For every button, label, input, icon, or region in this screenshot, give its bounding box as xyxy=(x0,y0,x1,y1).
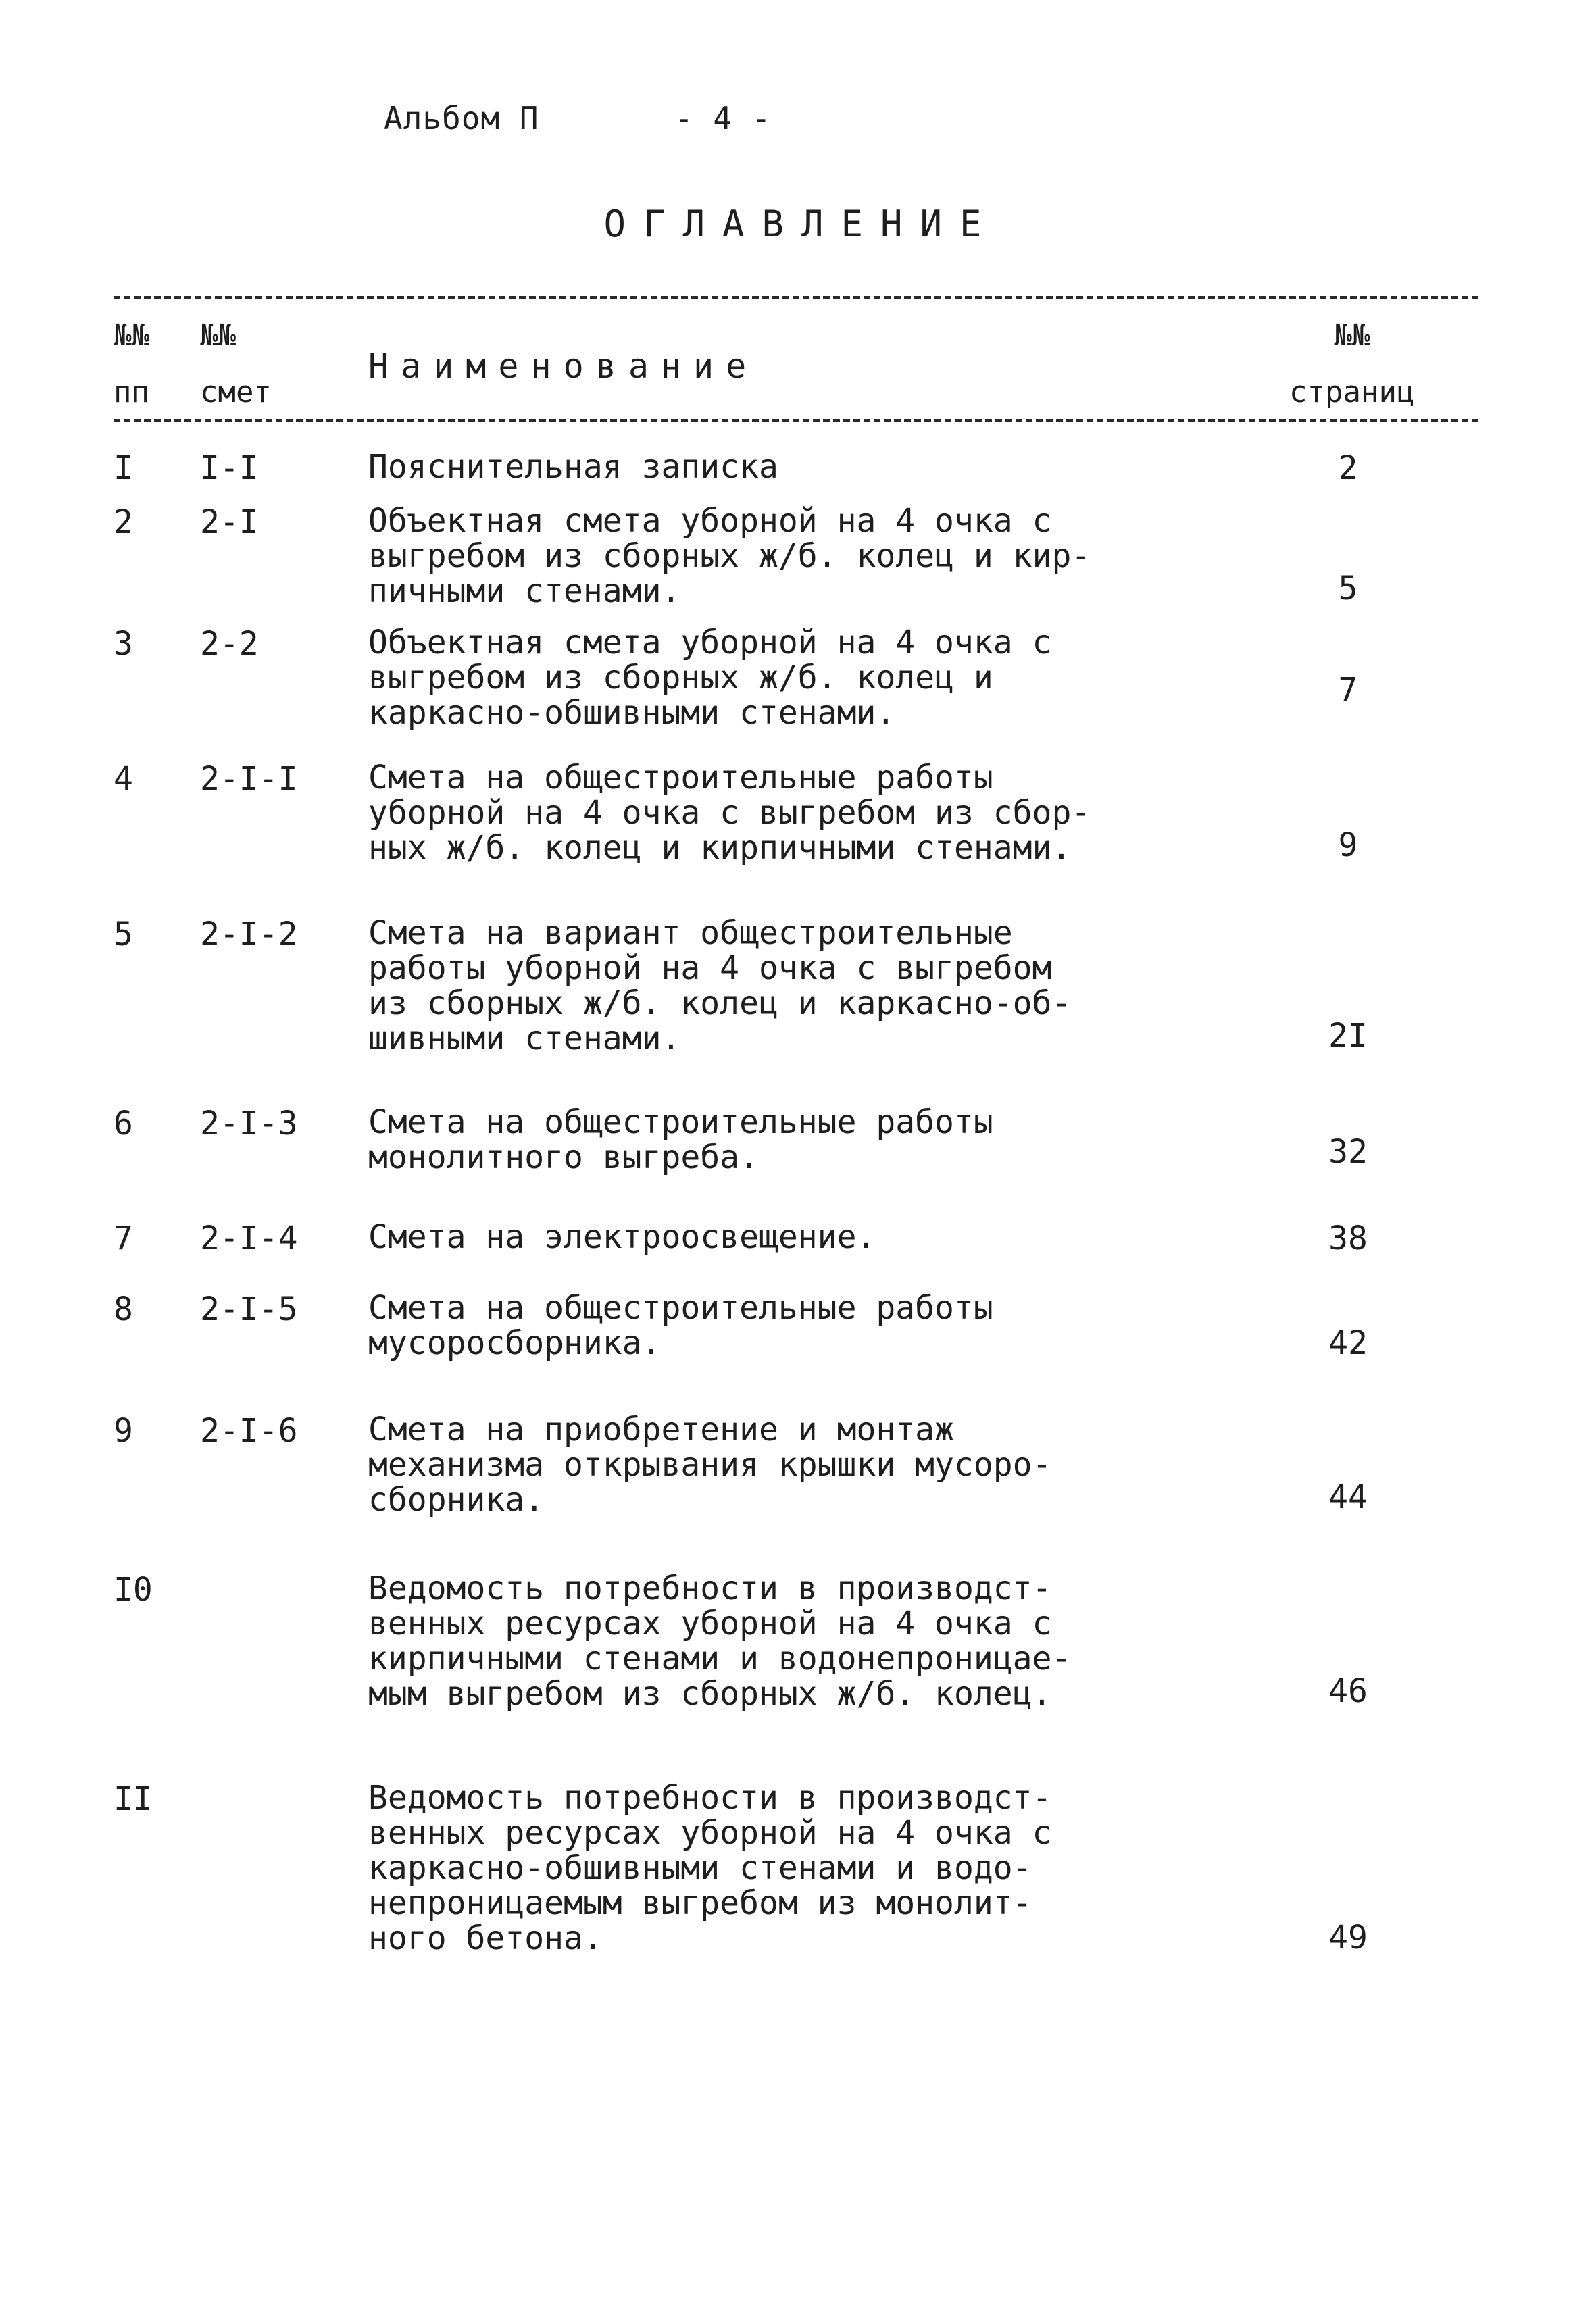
row-name-line: Смета на электроосвещение. xyxy=(368,1218,876,1256)
row-number: 6 xyxy=(114,1105,133,1142)
row-number: I xyxy=(114,449,133,487)
row-name-line: уборной на 4 очка с выгребом из сбор- xyxy=(368,794,1091,832)
row-number: 2 xyxy=(114,503,133,541)
row-name-line: шивными стенами. xyxy=(368,1020,681,1057)
row-name-line: Ведомость потребности в производст- xyxy=(368,1779,1052,1817)
row-number: 9 xyxy=(114,1412,133,1450)
row-name-line: выгребом из сборных ж/б. колец и кир- xyxy=(368,537,1091,575)
row-estimate-code: 2-I xyxy=(200,503,259,541)
column-header-name: Наименование xyxy=(368,347,759,386)
row-name xyxy=(368,449,1193,484)
row-name-line: из сборных ж/б. колец и каркасно-об- xyxy=(368,984,1072,1022)
row-name-line: монолитного выгреба. xyxy=(368,1138,759,1176)
row-name-line: Смета на вариант общестроительные xyxy=(368,914,1013,952)
column-header-page-line2: страниц xyxy=(1289,375,1415,409)
row-page: 38 xyxy=(1328,1219,1368,1257)
row-name xyxy=(368,1290,1193,1361)
row-number: 7 xyxy=(114,1219,133,1257)
row-page: 32 xyxy=(1328,1133,1368,1171)
row-name-line: венных ресурсах уборной на 4 очка с xyxy=(368,1605,1052,1642)
row-page: 42 xyxy=(1328,1324,1368,1362)
row-number: 5 xyxy=(114,915,133,953)
row-name-line: работы уборной на 4 очка с выгребом xyxy=(368,949,1052,987)
page-title: ОГЛАВЛЕНИЕ xyxy=(603,203,999,245)
column-header-number-line1: №№ xyxy=(114,318,149,353)
row-estimate-code: 2-I-3 xyxy=(200,1105,298,1142)
row-estimate-code: 2-I-5 xyxy=(200,1290,298,1328)
row-estimate-code: 2-I-2 xyxy=(200,915,298,953)
column-header-page-line1: №№ xyxy=(1334,318,1370,353)
row-page: 2I xyxy=(1328,1017,1368,1055)
album-label: Альбом П xyxy=(384,100,539,136)
row-name-line: Смета на общестроительные работы xyxy=(368,1289,993,1327)
row-name-line: ного бетона. xyxy=(368,1919,603,1957)
row-name-line: сборника. xyxy=(368,1481,545,1519)
row-name xyxy=(368,1219,1193,1255)
row-name-line: Пояснительная записка xyxy=(368,448,778,486)
row-page: 49 xyxy=(1328,1919,1368,1957)
row-name-line: венных ресурсах уборной на 4 очка с xyxy=(368,1814,1052,1852)
column-header-estimate xyxy=(200,307,272,421)
row-number: I0 xyxy=(114,1571,153,1609)
row-name xyxy=(368,1571,1193,1711)
row-name-line: Смета на приобретение и монтаж xyxy=(368,1411,954,1449)
table-header-rule xyxy=(114,419,1478,422)
row-name xyxy=(368,1780,1193,1956)
row-name-line: Ведомость потребности в производст- xyxy=(368,1569,1052,1607)
row-name-line: пичными стенами. xyxy=(368,572,681,610)
row-name-line: ных ж/б. колец и кирпичными стенами. xyxy=(368,829,1072,867)
row-name-line: Объектная смета уборной на 4 очка с xyxy=(368,502,1052,540)
row-name-line: мусоросборника. xyxy=(368,1324,662,1362)
row-estimate-code: 2-I-6 xyxy=(200,1412,298,1450)
row-number: 8 xyxy=(114,1290,133,1328)
row-name xyxy=(368,760,1193,865)
column-header-page xyxy=(1289,307,1414,421)
row-name-line: выгребом из сборных ж/б. колец и xyxy=(368,659,993,697)
row-page: 7 xyxy=(1338,671,1358,709)
row-name xyxy=(368,1105,1193,1175)
row-estimate-code: 2-I-4 xyxy=(200,1219,298,1257)
row-name-line: непроницаемым выгребом из монолит- xyxy=(368,1884,1032,1922)
row-name-line: кирпичными стенами и водонепроницае- xyxy=(368,1640,1072,1678)
row-name-line: каркасно-обшивными стенами и водо- xyxy=(368,1849,1032,1887)
row-name xyxy=(368,915,1193,1056)
column-header-number-line2: пп xyxy=(114,375,149,409)
row-page: 46 xyxy=(1328,1672,1368,1710)
row-estimate-code: I-I xyxy=(200,449,259,487)
row-name-line: механизма открывания крышки мусоро- xyxy=(368,1446,1052,1484)
row-number: 4 xyxy=(114,760,133,798)
row-estimate-code: 2-2 xyxy=(200,625,259,663)
row-name-line: каркасно-обшивными стенами. xyxy=(368,694,896,732)
row-name-line: мым выгребом из сборных ж/б. колец. xyxy=(368,1675,1052,1713)
row-estimate-code: 2-I-I xyxy=(200,760,298,798)
row-name-line: Смета на общестроительные работы xyxy=(368,759,993,797)
column-header-estimate-line1: №№ xyxy=(200,318,236,353)
row-name xyxy=(368,625,1193,730)
row-page: 5 xyxy=(1338,570,1358,607)
row-name-line: Смета на общестроительные работы xyxy=(368,1103,993,1141)
row-name xyxy=(368,1412,1193,1517)
row-page: 44 xyxy=(1328,1478,1368,1516)
column-header-number xyxy=(114,307,149,421)
row-page: 2 xyxy=(1338,449,1358,487)
row-name-line: Объектная смета уборной на 4 очка с xyxy=(368,624,1052,661)
row-page: 9 xyxy=(1338,826,1358,864)
row-name xyxy=(368,503,1193,609)
row-number: II xyxy=(114,1780,153,1818)
column-header-estimate-line2: смет xyxy=(200,375,272,409)
row-number: 3 xyxy=(114,625,133,663)
table-top-rule xyxy=(114,296,1478,299)
page-number: - 4 - xyxy=(674,100,772,136)
